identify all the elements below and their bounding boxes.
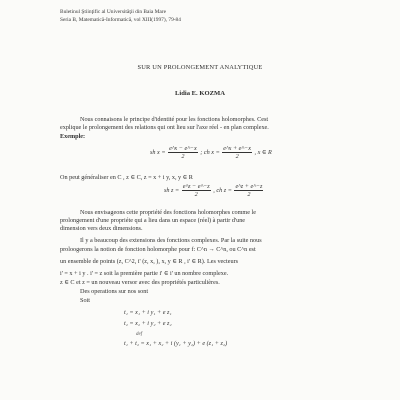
generalization-line: On peut généraliser en C , z ∈ C, z = x + i y, x, y ∈ R <box>60 174 193 181</box>
eq2-sh-lhs: sh z = <box>164 186 180 194</box>
eq1-sh-numerator: e^x − e^−x <box>169 145 197 152</box>
soit-label: Soit <box>80 297 90 304</box>
author-name: Lidia E. KOZMA <box>174 90 225 97</box>
eq2-sh-fraction <box>182 183 211 198</box>
para4-line-6: Des operations sur nos sont <box>80 288 149 295</box>
intro-line-1: Nous connaisons le principe d'identité pour les fonctions holomorphes. Cest <box>80 116 269 123</box>
def-mark: def <box>136 332 143 337</box>
eq2-ch-denominator: 2 <box>247 191 251 198</box>
operation-t2: t₂ = x₂ + i y₂ + e z₂ <box>124 320 172 327</box>
operation-sum: t₁ + t₂ = x₁ + x₂ + i (y₁ + y₂) + e (z₁ + z₂) <box>124 340 228 347</box>
eq1-sh-denominator: 2 <box>181 153 185 160</box>
eq2-sh-denominator: 2 <box>194 191 198 198</box>
eq2-ch-lhs: , ch z = <box>213 186 232 194</box>
para3-line-2: prolongement d'une propriéte qui a lieu dans un espace (réel) à partir d'une <box>60 217 246 224</box>
eq1-ch-numerator: e^x + e^−x <box>223 145 251 152</box>
eq1-sh-lhs: sh x = <box>150 148 166 156</box>
para4-line-5: z ∈ C et z = un nouveau versor avec des propriétés particulières. <box>60 279 220 286</box>
equation-2 <box>164 183 264 198</box>
intro-line-2: explique le prolongement des relations qui ont lieu sur l'axe réel - en plan complexe. <box>60 124 269 131</box>
eq1-domain: , x ∈ R <box>254 148 272 156</box>
para3-line-3: dimension vers deux dimensions. <box>60 225 143 232</box>
para3-line-1: Nous envisageons cette propriété des fonctions holomorphes comme le <box>80 209 256 216</box>
para4-line-3: un ensemble de points (z, C^2, i' (z, x, ), x, y ∈ R , i' ∈ R). Les vecteurs <box>60 258 239 265</box>
operation-t1: t₁ = x₁ + i y₁ + e z₁ <box>124 309 172 316</box>
example-label: Exemple: <box>60 133 86 140</box>
journal-header <box>60 9 181 24</box>
journal-name: Buletinul Ştiinţific al Universităţii din Baia Mare <box>60 9 166 15</box>
journal-series: Seria B, Matematică-Informatică, vol XIII(1997), 79-84 <box>60 16 181 23</box>
eq2-sh-numerator: e^z − e^−z <box>182 183 210 190</box>
eq1-ch-fraction <box>222 145 252 160</box>
eq1-ch-lhs: ; ch x = <box>200 148 220 156</box>
eq1-sh-fraction <box>168 145 198 160</box>
para4-line-2: proloogerons la notion de fonction holomorphe pour f: C^n → C^n, ou C^n est <box>60 246 256 253</box>
equation-1 <box>150 145 272 160</box>
eq1-ch-denominator: 2 <box>235 153 239 160</box>
para4-line-1: Il y a beaucoup des extensions des fonctions complexes. Par la suite nous <box>80 237 262 244</box>
paper-title: SUR UN PROLONGEMENT ANALYTIQUE <box>137 64 263 71</box>
para4-line-4: i' = x + i y . i' = z soit la première partie i' ∈ i' un nombre complexe. <box>60 270 229 277</box>
eq2-ch-numerator: e^z + e^−z <box>235 183 263 190</box>
eq2-ch-fraction <box>234 183 263 198</box>
